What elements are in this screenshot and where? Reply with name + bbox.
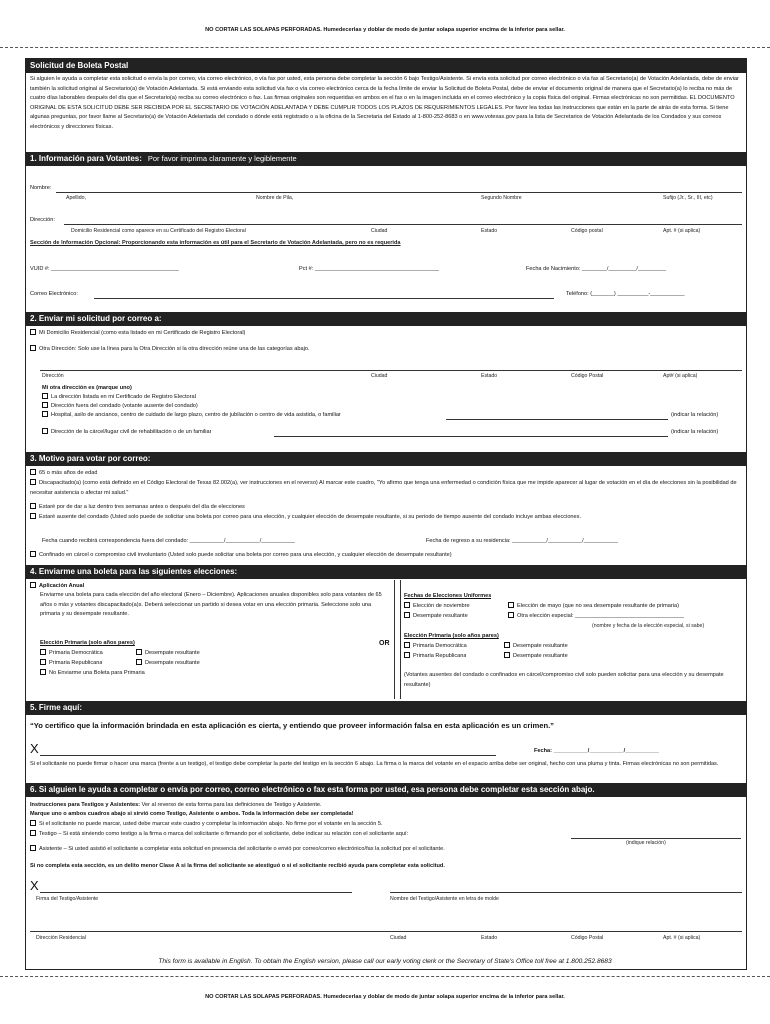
checkbox[interactable] [30,345,36,351]
phone-field[interactable]: Teléfono: (_______) __________-___________ [566,291,685,297]
address-part: Código Postal [571,373,604,379]
other-address-item: Hospital, asilo de ancianos, centro de cuidado de largo plazo, centro de jubilación o centro de vida asistida, o familiar [51,412,341,418]
certification-text: “Yo certifico que la información brindada en esta aplicación es cierta, y entiendo que proveer información falsa en esta aplicación es un crimen.” [30,721,554,730]
uniform-option: Desempate resultante [413,613,468,619]
reason-item: Confinado en cárcel o compromiso civil involuntario (Usted solo puede solicitar una boleta por correo para una elección, y cualquier elección de desempate resultante) [39,552,452,558]
witness-print-name-field[interactable] [390,892,742,893]
special-election-note: (nombre y fecha de la elección especial, si sabe) [592,623,705,629]
uniform-option: Elección de mayo (que no sea desempate resultante de primaria) [517,603,679,609]
checkbox[interactable] [136,649,142,655]
name-part: Segundo Nombre [481,195,522,201]
address-part: Dirección Residencial [36,935,86,941]
relation-field[interactable] [446,419,668,420]
jail-address-item: Dirección de la cárcel/lugar civil de rehabilitación o de un familiar [51,429,212,435]
ballot-application-form [25,58,747,970]
checkbox[interactable] [42,428,48,434]
bottom-perforation [0,976,770,977]
top-perforation [0,47,770,48]
witness-mark-note: Marque uno o ambos cuadros abajo si sirvió como Testigo, Asistente o ambos. Toda la información debe ser completada! [30,811,354,817]
section-2-header: 2. Enviar mi solicitud por correo a: [26,312,746,326]
checkbox[interactable] [504,642,510,648]
section-6-header: 6. Si alguien le ayuda a completar o envía por correo, correo electrónico o fax esta forma por usted, esa persona debe completar esta sección abajo. [26,783,746,797]
name-part: Apellido, [66,195,86,201]
checkbox[interactable] [40,659,46,665]
section-3-header: 3. Motivo para votar por correo: [26,452,746,466]
residence-option: Mi Domicilio Residencial (como esta listado en mi Certificado de Registro Electoral) [39,330,246,336]
email-field[interactable] [94,298,554,299]
checkbox[interactable] [404,612,410,618]
section-4-header: 4. Enviarme una boleta para las siguientes elecciones: [26,565,746,579]
address-part: Apt. # (si aplica) [663,935,701,941]
address-part: Ciudad [390,935,407,941]
witness-instructions: Ver al reverso de esta forma para las definiciones de Testigo y Asistente. [141,802,322,808]
witness-address-field[interactable] [30,931,742,932]
confined-note: (Votantes ausentes del condado o confinados en cárcel/compromiso civil solo pueden solicitar para una elección y su desempate resultante) [404,672,724,688]
or-label: OR [379,640,390,647]
dob-field[interactable]: Fecha de Nacimiento: ________/_________/_________ [526,266,666,272]
return-date-field[interactable]: Fecha de regreso a su residencia: ___________/___________/___________ [426,538,618,544]
pct-field[interactable]: Pct #: ________________________________________ [299,266,440,272]
address-part: Estado [481,935,498,941]
address-part: Domicilio Residencial como aparece en su Certificado del Registro Electoral [71,228,246,234]
top-fold-note: NO CORTAR LAS SOLAPAS PERFORADAS. Humedecerlas y doblar de modo de juntar solapa superior encima de la inferior para sellar. [205,27,565,33]
checkbox[interactable] [30,845,36,851]
uniform-option: Elección de noviembre [413,603,470,609]
name-label: Nombre: [30,185,52,191]
address-part: Código postal [571,228,603,234]
address-field[interactable] [64,224,742,225]
other-address-field[interactable] [40,370,742,371]
witness-signature-label: Firma del Testigo/Asistente [36,896,99,902]
checkbox[interactable] [30,830,36,836]
section-4-divider [394,580,395,699]
checkbox[interactable] [40,649,46,655]
signature-note: Si el solicitante no puede firmar o hacer una marca (frente a un testigo), el testigo debe completar la parte del testigo en la sección 6 abajo. La firma o la marca del votante en el espacio arriba debe ser original, hecho con una pluma y tinta. Firmas electrónicas no son permitidas. [30,761,719,767]
reason-item: Estaré ausente del condado (Usted solo puede de solicitar una boleta por correo para una elección, y cualquier elección de desempate resultante, si su periodo de tiempo ausente del condado incluye ambas elecciones. [39,514,582,520]
signature-x: X [30,742,39,756]
primary-option: Desempate resultante [145,660,200,666]
checkbox[interactable] [404,642,410,648]
vuid-field[interactable]: VUID #: _________________________________________ [30,266,179,272]
away-date-field[interactable]: Fecha cuando recibirá correspondencia fuera del condado: ___________/___________/___________ [42,538,296,544]
primary-heading: Elección Primaria (solo años pares) [404,633,499,639]
section-1-header: 1. Información para Votantes: Por favor imprima claramente y legiblemente [26,152,746,166]
relation-field[interactable] [274,436,668,437]
relation-label: (indicar la relación) [671,429,719,435]
primary-option: Primaria Republicana [49,660,103,666]
witness-option: Testigo – Si está sirviendo como testigo a la firma o marca del solicitante o firmando por el solicitante, debe indicar su relación con el solicitante aquí: [39,831,409,837]
annual-text: Enviarme una boleta para cada elección del año electoral (Enero – Diciembre). Aplicaciones anuales disponibles solo para votantes de 65 años o más y votantes discapacitado(a)s. Deberá seleccionar un partido si desea votar en una elección primaria. Seleccione solo una primaria y su desempate resultante. [40,592,382,617]
signature-date-field[interactable]: Fecha: ___________/___________/___________ [534,748,660,754]
witness-instructions-heading: Instrucciones para Testigos y Asistentes: [30,802,141,808]
english-version-note: This form is available in English. To obtain the English version, please call our early voting clerk or the Secretary of State's Office toll free at 1.800.252.8683 [158,958,612,965]
reason-item: Discapacitado(a) (como está definido en el Código Electoral de Texas 82.002(a), ver instrucciones en el reverso) Al marcar este cuadro, "Yo afirmo que tenga una enfermedad o condición física que me impide aparecer al lugar de votación en el día de elecciones sin la posibilidad de necesitar asistencia o afectar mi salud." [30,480,737,496]
checkbox[interactable] [42,402,48,408]
address-part: Apt# (si aplica) [663,373,698,379]
intro-text: Si alguien le ayuda a completar esta solicitud o envía la por correo, vía correo electrónico, o vía fax por usted, esta persona debe completar la sección 6 bajo Testigo/Asistente. Si envía esta solicitud por correo electrónico o vía fax al Secretario(a) de Votación Adelantada, debe de enviar también la solicitud original al Secretario(a) de Votación Adelantada. Si está enviando esta solicitud vía fax o vía correo electrónico cerca de la fecha límite de enviar la Solicitud de Boleta Postal, debe de enviar el documento original de manera que el Secretario(a) lo reciba no más de cuatro días laborables después del día que el Secretario(a) reciba su correo electrónico o fax. Las firmas originales son requeridas en ambos en el fax o en la imagen incluida en el correo electrónico y la copia física del original. Firmas electrónicas no son permitidas. EL DOCUMENTO ORIGINAL DE ESTA SOLICITUD DEBE SER RECIBIDA POR EL SECRETARIO DE VOTACIÓN ADELANTADA Y DEBE CUMPLIR TODOS LOS PLAZOS DE REQUERIMIENTOS LEGALES. Por favor lea todas las instrucciones que están en la parte de atrás de esta forma. Si tiene algunas preguntas, por favor llame al Secretario(a) de Votación Adelantada del condado o dónde está registrado o a la oficina de la Secretaria del Estado al 1-800-252-8683 o en www.votexas.gov para la lista de Secretarios de Votación Adelantada de los Condados y sus correos electrónicos y direcciones físicas. [30,76,739,130]
address-part: Apt. # (si aplica) [663,228,701,234]
address-part: Estado [481,228,498,234]
witness-option: Si el solicitante no puede marcar, usted debe marcar este cuadro y completar la información abajo. No firme por el votante en la sección 5. [39,821,383,827]
primary-option: Desempate resultante [513,653,568,659]
name-field[interactable] [56,192,742,193]
annual-option: Aplicación Anual [39,583,85,589]
address-part: Estado [481,373,498,379]
checkbox[interactable] [42,411,48,417]
voter-signature-field[interactable] [40,755,496,756]
primary-option: Primaria Democrática [49,650,103,656]
relation-label: (indicar la relación) [671,412,719,418]
other-address-item: Dirección fuera del condado (votante ausente del condado) [51,403,198,409]
checkbox[interactable] [504,652,510,658]
checkbox[interactable] [136,659,142,665]
email-label: Correo Electrónico: [30,291,78,297]
address-part: Ciudad [371,228,388,234]
address-part: Ciudad [371,373,388,379]
witness-print-label: Nombre del Testigo/Asistente en letra de molde [390,896,499,902]
witness-relation-field[interactable] [571,838,741,839]
witness-signature-field[interactable] [40,892,352,893]
address-part: Dirección [42,373,64,379]
witness-option: Asistente – Si usted asistió el solicitante a completar esta solicitud en presencia del solicitante o envió por correo/correo electrónico/fax la solicitud por el solicitante. [39,846,445,852]
reason-item: Estaré por de dar a luz dentro tres semanas antes o después del día de elecciones [39,504,245,510]
checkbox[interactable] [508,612,514,618]
checkbox[interactable] [404,652,410,658]
checkbox[interactable] [30,329,36,335]
checkbox[interactable] [404,602,410,608]
checkbox[interactable] [30,582,36,588]
other-address-option: Otra Dirección: Solo use la línea para la Otra Dirección si la otra dirección reúne una de las categorías abajo. [39,346,310,352]
address-label: Dirección: [30,217,55,223]
other-address-heading: Mi otra dirección es (marque uno) [42,385,132,391]
name-part: Sufijo (Jr., Sr., III, etc) [663,195,713,201]
primary-option: Primaria Republicana [413,653,467,659]
other-address-item: La dirección listada en mi Certificado de Registro Electoral [51,394,196,400]
checkbox[interactable] [42,393,48,399]
section-5-header: 5. Firme aquí: [26,701,746,715]
checkbox[interactable] [30,469,36,475]
primary-option: Primaria Democrática [413,643,467,649]
form-title: Solicitud de Boleta Postal [26,59,746,73]
optional-info-note: Sección de Información Opcional: Proporcionando esta información es útil para el Secretario de Votación Adelantada, pero no es requerida [30,240,401,246]
name-part: Nombre de Pila, [256,195,294,201]
relation-hint: (indique relación) [626,840,666,846]
checkbox[interactable] [30,820,36,826]
address-part: Código Postal [571,935,604,941]
misdemeanor-warning: Si no completa esta sección, es un delito menor Clase A si la firma del solicitante se atestiguó o si el solicitante recibió ayuda para completar esta solicitud. [30,863,445,869]
checkbox[interactable] [30,513,36,519]
primary-heading: Elección Primaria (solo años pares) [40,640,135,646]
primary-option: No Enviarme una Boleta para Primaria [49,670,145,676]
checkbox[interactable] [40,669,46,675]
checkbox[interactable] [30,479,36,485]
checkbox[interactable] [30,503,36,509]
checkbox[interactable] [30,551,36,557]
bottom-fold-note: NO CORTAR LAS SOLAPAS PERFORADAS. Humedecerlas y doblar de modo de juntar solapa superior encima de la inferior para sellar. [205,994,565,1000]
uniform-option: Otra elección especial: ___________________________________ [517,613,685,619]
uniform-heading: Fechas de Elecciones Uniformes [404,593,492,599]
checkbox[interactable] [508,602,514,608]
primary-option: Desempate resultante [145,650,200,656]
reason-item: 65 o más años de edad [39,470,98,476]
witness-signature-x: X [30,879,39,893]
primary-option: Desempate resultante [513,643,568,649]
